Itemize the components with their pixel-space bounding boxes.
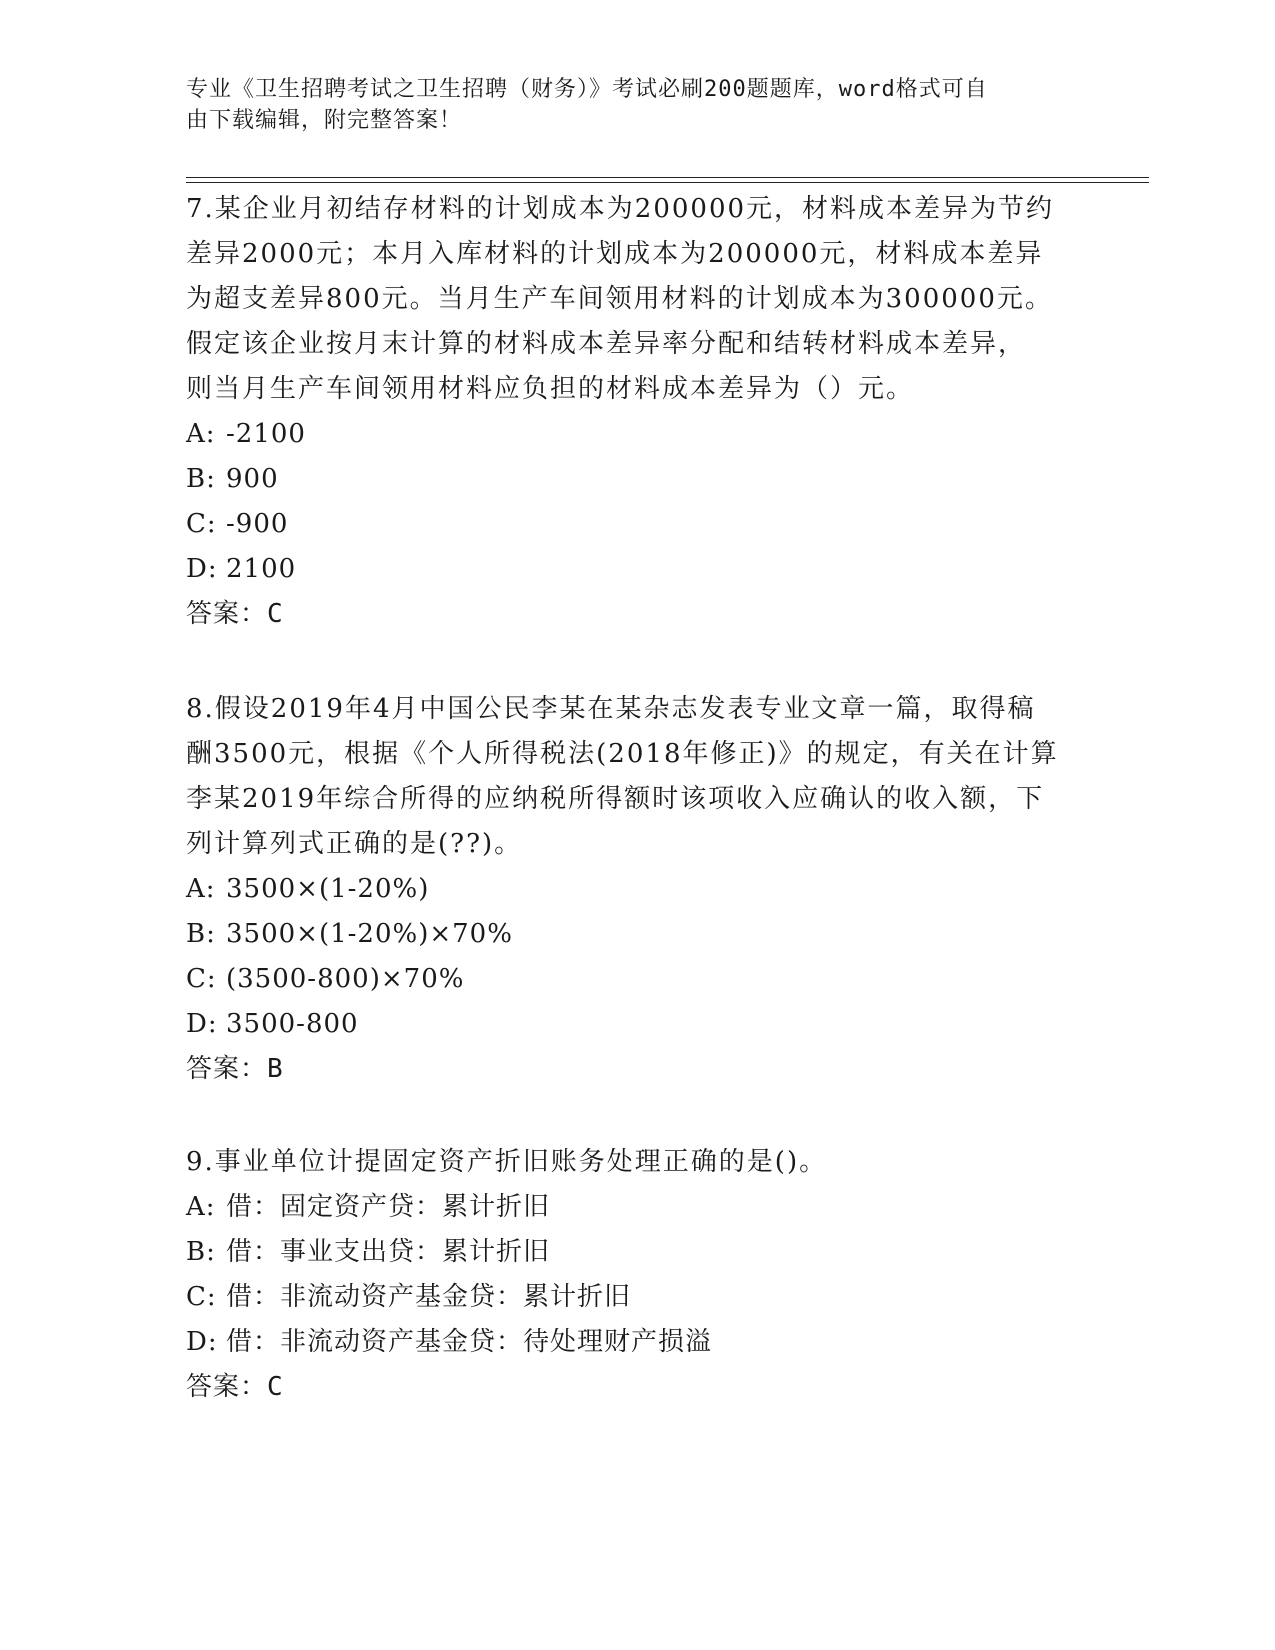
option-text: 2100	[226, 554, 297, 584]
header-divider-top	[186, 177, 1149, 178]
option-letter: D:	[186, 1009, 218, 1039]
option-letter: B:	[186, 1237, 216, 1267]
option-text: 借：非流动资产基金贷：累计折旧	[226, 1282, 632, 1312]
option-text: -2100	[226, 419, 306, 449]
option-d	[186, 547, 1086, 592]
option-letter: B:	[186, 464, 216, 494]
question-8	[186, 687, 1086, 1092]
answer-label: 答案：C	[186, 1372, 284, 1402]
option-letter: B:	[186, 919, 216, 949]
option-d	[186, 1002, 1086, 1047]
option-text: 借：非流动资产基金贷：待处理财产损溢	[226, 1327, 713, 1357]
question-stem	[186, 187, 1086, 412]
stem-line: 则当月生产车间领用材料应负担的材料成本差异为（）元。	[186, 374, 915, 404]
stem-line: 酬3500元，根据《个人所得税法(2018年修正)》的规定，有关在计算	[186, 739, 1059, 769]
option-d	[186, 1320, 1086, 1365]
option-text: 3500-800	[226, 1009, 359, 1039]
option-b	[186, 912, 1086, 957]
option-letter: C:	[186, 1282, 217, 1312]
option-text: -900	[226, 509, 289, 539]
header-line-2: 由下载编辑，附完整答案！	[186, 108, 463, 133]
option-a	[186, 867, 1086, 912]
option-letter: C:	[186, 509, 217, 539]
option-c	[186, 502, 1086, 547]
option-letter: D:	[186, 554, 218, 584]
option-letter: A:	[186, 874, 216, 904]
option-b	[186, 457, 1086, 502]
option-letter: A:	[186, 1192, 216, 1222]
option-c	[186, 1275, 1086, 1320]
stem-line: 差异2000元；本月入库材料的计划成本为200000元，材料成本差异	[186, 239, 1044, 269]
stem-line: 8.假设2019年4月中国公民李某在某杂志发表专业文章一篇，取得稿	[186, 694, 1036, 724]
header-divider-bottom	[186, 182, 1149, 183]
question-stem	[186, 687, 1086, 867]
option-letter: C:	[186, 964, 217, 994]
option-text: 3500×(1-20%)×70%	[226, 919, 513, 949]
option-b	[186, 1230, 1086, 1275]
option-letter: D:	[186, 1327, 218, 1357]
option-a	[186, 1185, 1086, 1230]
option-a	[186, 412, 1086, 457]
question-7	[186, 187, 1086, 637]
header-line-1: 专业《卫生招聘考试之卫生招聘（财务）》考试必刷200题题库，word格式可自	[186, 77, 988, 102]
question-stem	[186, 1140, 1086, 1185]
option-c	[186, 957, 1086, 1002]
option-text: (3500-800)×70%	[226, 964, 465, 994]
option-text: 900	[226, 464, 279, 494]
question-9	[186, 1140, 1086, 1410]
stem-line: 列计算列式正确的是(??)。	[186, 829, 523, 859]
option-text: 借：固定资产贷：累计折旧	[226, 1192, 551, 1222]
stem-line: 为超支差异800元。当月生产车间领用材料的计划成本为300000元。	[186, 284, 1053, 314]
stem-line: 假定该企业按月末计算的材料成本差异率分配和结转材料成本差异，	[186, 329, 1027, 359]
stem-line: 李某2019年综合所得的应纳税所得额时该项收入应确认的收入额，下	[186, 784, 1045, 814]
option-text: 借：事业支出贷：累计折旧	[226, 1237, 551, 1267]
stem-line: 9.事业单位计提固定资产折旧账务处理正确的是()。	[186, 1147, 828, 1177]
option-text: 3500×(1-20%)	[226, 874, 430, 904]
answer-label: 答案：B	[186, 1054, 284, 1084]
option-letter: A:	[186, 419, 216, 449]
stem-line: 7.某企业月初结存材料的计划成本为200000元，材料成本差异为节约	[186, 194, 1055, 224]
answer-label: 答案：C	[186, 599, 284, 629]
document-header	[186, 74, 1066, 136]
